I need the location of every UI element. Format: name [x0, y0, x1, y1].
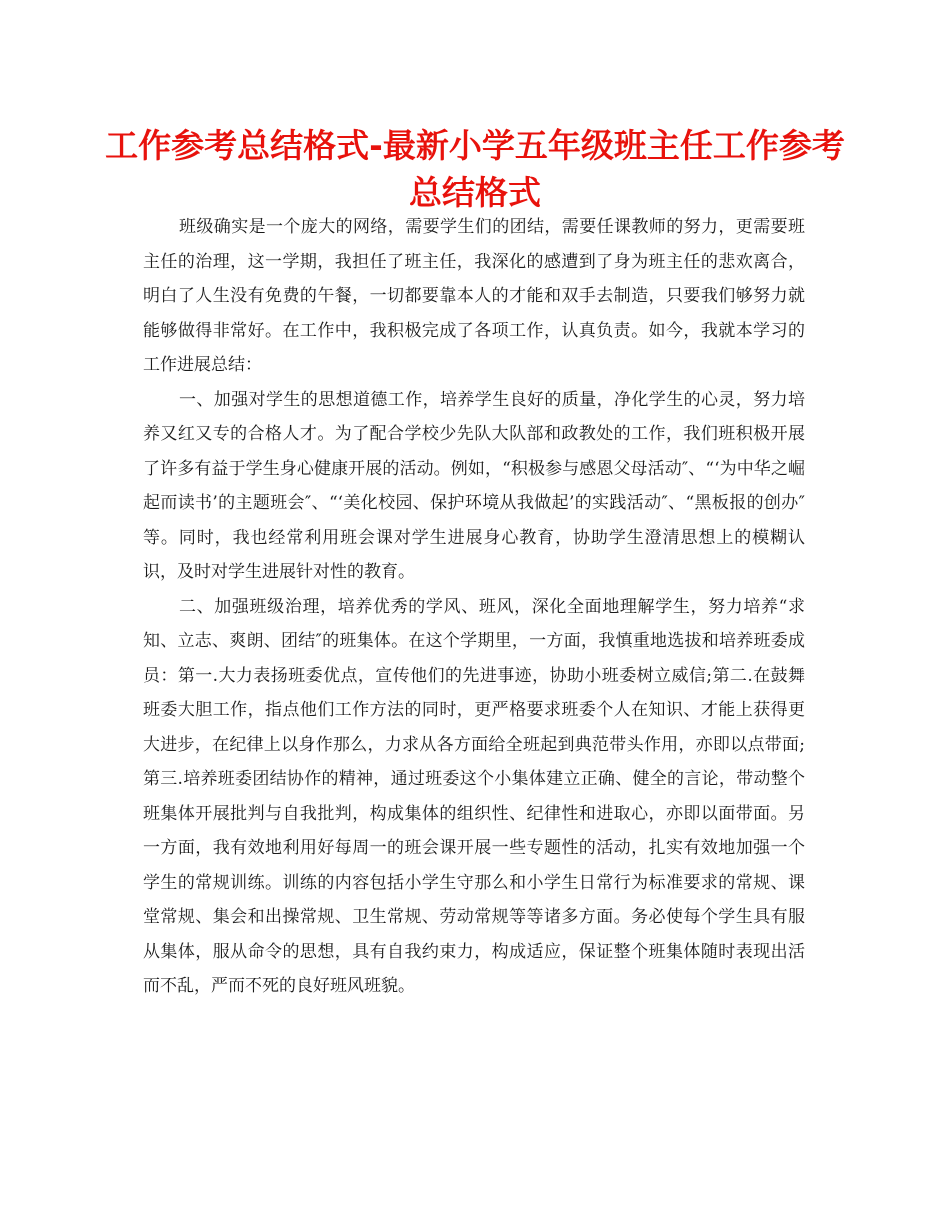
paragraph-intro: 班级确实是一个庞大的网络，需要学生们的团结，需要任课教师的努力，更需要班主任的治理，这一学期，我担任了班主任，我深化的感遭到了身为班主任的悲欢离合，明白了人生没有免费的午餐，一切都要靠本人的才能和双手去制造，只要我们够努力就能够做得非常好。在工作中，我积极完成了各项工作，认真负责。如今，我就本学习的工作进展总结： — [143, 217, 805, 375]
paragraph-section-two: 二、加强班级治理，培养优秀的学风、班风，深化全面地理解学生，努力培养“求知、立志、爽朗、团结″的班集体。在这个学期里，一方面，我慎重地选拔和培养班委成员：第一.大力表扬班委优点，宣传他们的先进事迹，协助小班委树立威信;第二.在鼓舞班委大胆工作，指点他们工作方法的同时，更严格要求班委个人在知识、才能上获得更大进步，在纪律上以身作那么，力求从各方面给全班起到典范带头作用，亦即以点带面;第三.培养班委团结协作的精神，通过班委这个小集体建立正确、健全的言论，带动整个班集体开展批判与自我批判，构成集体的组织性、纪律性和进取心，亦即以面带面。另一方面，我有效地利用好每周一的班会课开展一些专题性的活动，扎实有效地加强一个学生的常规训练。训练的内容包括小学生守那么和小学生日常行为标准要求的常规、课堂常规、集会和出操常规、卫生常规、劳动常规等等诸多方面。务必使每个学生具有服从集体，服从命令的思想，具有自我约束力，构成适应，保证整个班集体随时表现出活而不乱，严而不死的良好班风班貌。 — [143, 596, 805, 996]
paragraph-section-one: 一、加强对学生的思想道德工作，培养学生良好的质量，净化学生的心灵，努力培养又红又专的合格人才。为了配合学校少先队大队部和政教处的工作，我们班积极开展了许多有益于学生身心健康开展的活动。例如，“积极参与感恩父母活动″、“‘为中华之崛起而读书’的主题班会″、“‘美化校园、保护环境从我做起’的实践活动″、“黑板报的创办″等。同时，我也经常利用班会课对学生进展身心教育，协助学生澄清思想上的模糊认识，及时对学生进展针对性的教育。 — [143, 389, 805, 582]
document-title: 工作参考总结格式-最新小学五年级班主任工作参考总结格式 — [105, 126, 845, 212]
document-body — [143, 210, 805, 1004]
